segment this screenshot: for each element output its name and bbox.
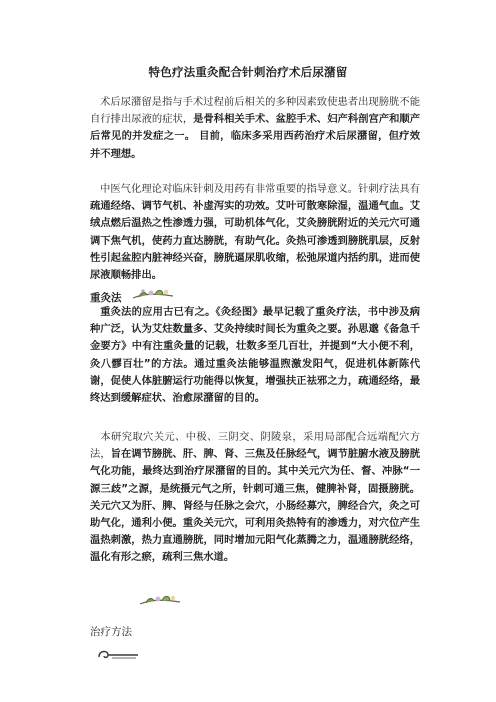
page-title: 特色疗法重灸配合针刺治疗术后尿潴留 <box>148 65 348 79</box>
intro-text-emphasis: 是骨科相关手术、盆腔手术、妇产科剖宫产和顺产后常见的并发症之一。 目前，临床多采用西药治疗术后尿潴留，但疗效并不理想。 <box>90 113 421 160</box>
moxibustion-paragraph: 重灸法的应用古已有之。《灸经图》最早记载了重灸疗法，书中涉及病种广泛，认为艾炷数量多、艾灸持续时间长为重灸之要。孙思邈《备急千金要方》中有注重灸量的记载，壮数多至几百壮，并提到“大小便不利，灸八髎百壮”的方法。通过重灸法能够温煦激发阳气，促进机体新陈代谢，促使人体脏腑运行功能得以恢复，增强扶正祛邪之力，疏通经络，最终达到缓解症状、治愈尿潴留的目的。 <box>90 306 420 405</box>
scroll-divider-icon <box>96 646 142 662</box>
tcm-text-emphasis: 疏通经络、调节气机、补虚泻实的功效。艾叶可散寒除湿，温通气血。艾绒点燃后温热之性渗透力强，可助机体气化，艾灸膀胱附近的关元穴可通调下焦气机，使药力直达膀胱，有助气化。灸热可渗透到膀胱肌层，反射性引起盆腔内脏神经兴奋，膀胱逼尿肌收缩，松弛尿道内括约肌，进而使尿液顺畅排出。 <box>90 200 420 282</box>
section-heading-moxibustion: 重灸法 <box>90 292 122 304</box>
intro-text: 术后尿潴留是指与手术过程前后相关的多种因素致使患者出现膀胱不能自行排出尿液的症状， <box>90 96 420 126</box>
research-text-emphasis: 旨在调节膀胱、肝、脾、肾、三焦及任脉经气，调节脏腑水液及膀胱气化功能，最终达到治疗尿潴留的目的。其中关元穴为任、督、冲脉“一源三歧”之源，是统摄元气之所，针刺可通三焦，健脾补肾，固摄膀胱。关元穴又为肝、脾、肾经与任脉之会穴，小肠经募穴，脾经合穴，灸之可助气化，通利小便。重灸关元穴，可利用灸热特有的渗透力，对穴位产生温热刺激，热力直通膀胱，同时增加元阳气化蒸腾之力，温通膀胱经络，温化有形之瘀，疏利三焦水道。 <box>90 448 421 564</box>
research-text: 本研究取穴关元、中极、三阴交、阴陵泉，采用局部配合远端配穴方法， <box>90 431 420 461</box>
section-heading-treatment: 治疗方法 <box>90 626 132 638</box>
research-paragraph <box>90 429 420 567</box>
tcm-theory-paragraph <box>90 181 420 284</box>
flower-branch-icon <box>131 286 175 304</box>
flower-branch-icon <box>138 592 182 610</box>
tcm-text: 中医气化理论对临床针刺及用药有非常重要的指导意义。针刺疗法具有 <box>100 183 420 195</box>
intro-paragraph <box>90 94 420 163</box>
